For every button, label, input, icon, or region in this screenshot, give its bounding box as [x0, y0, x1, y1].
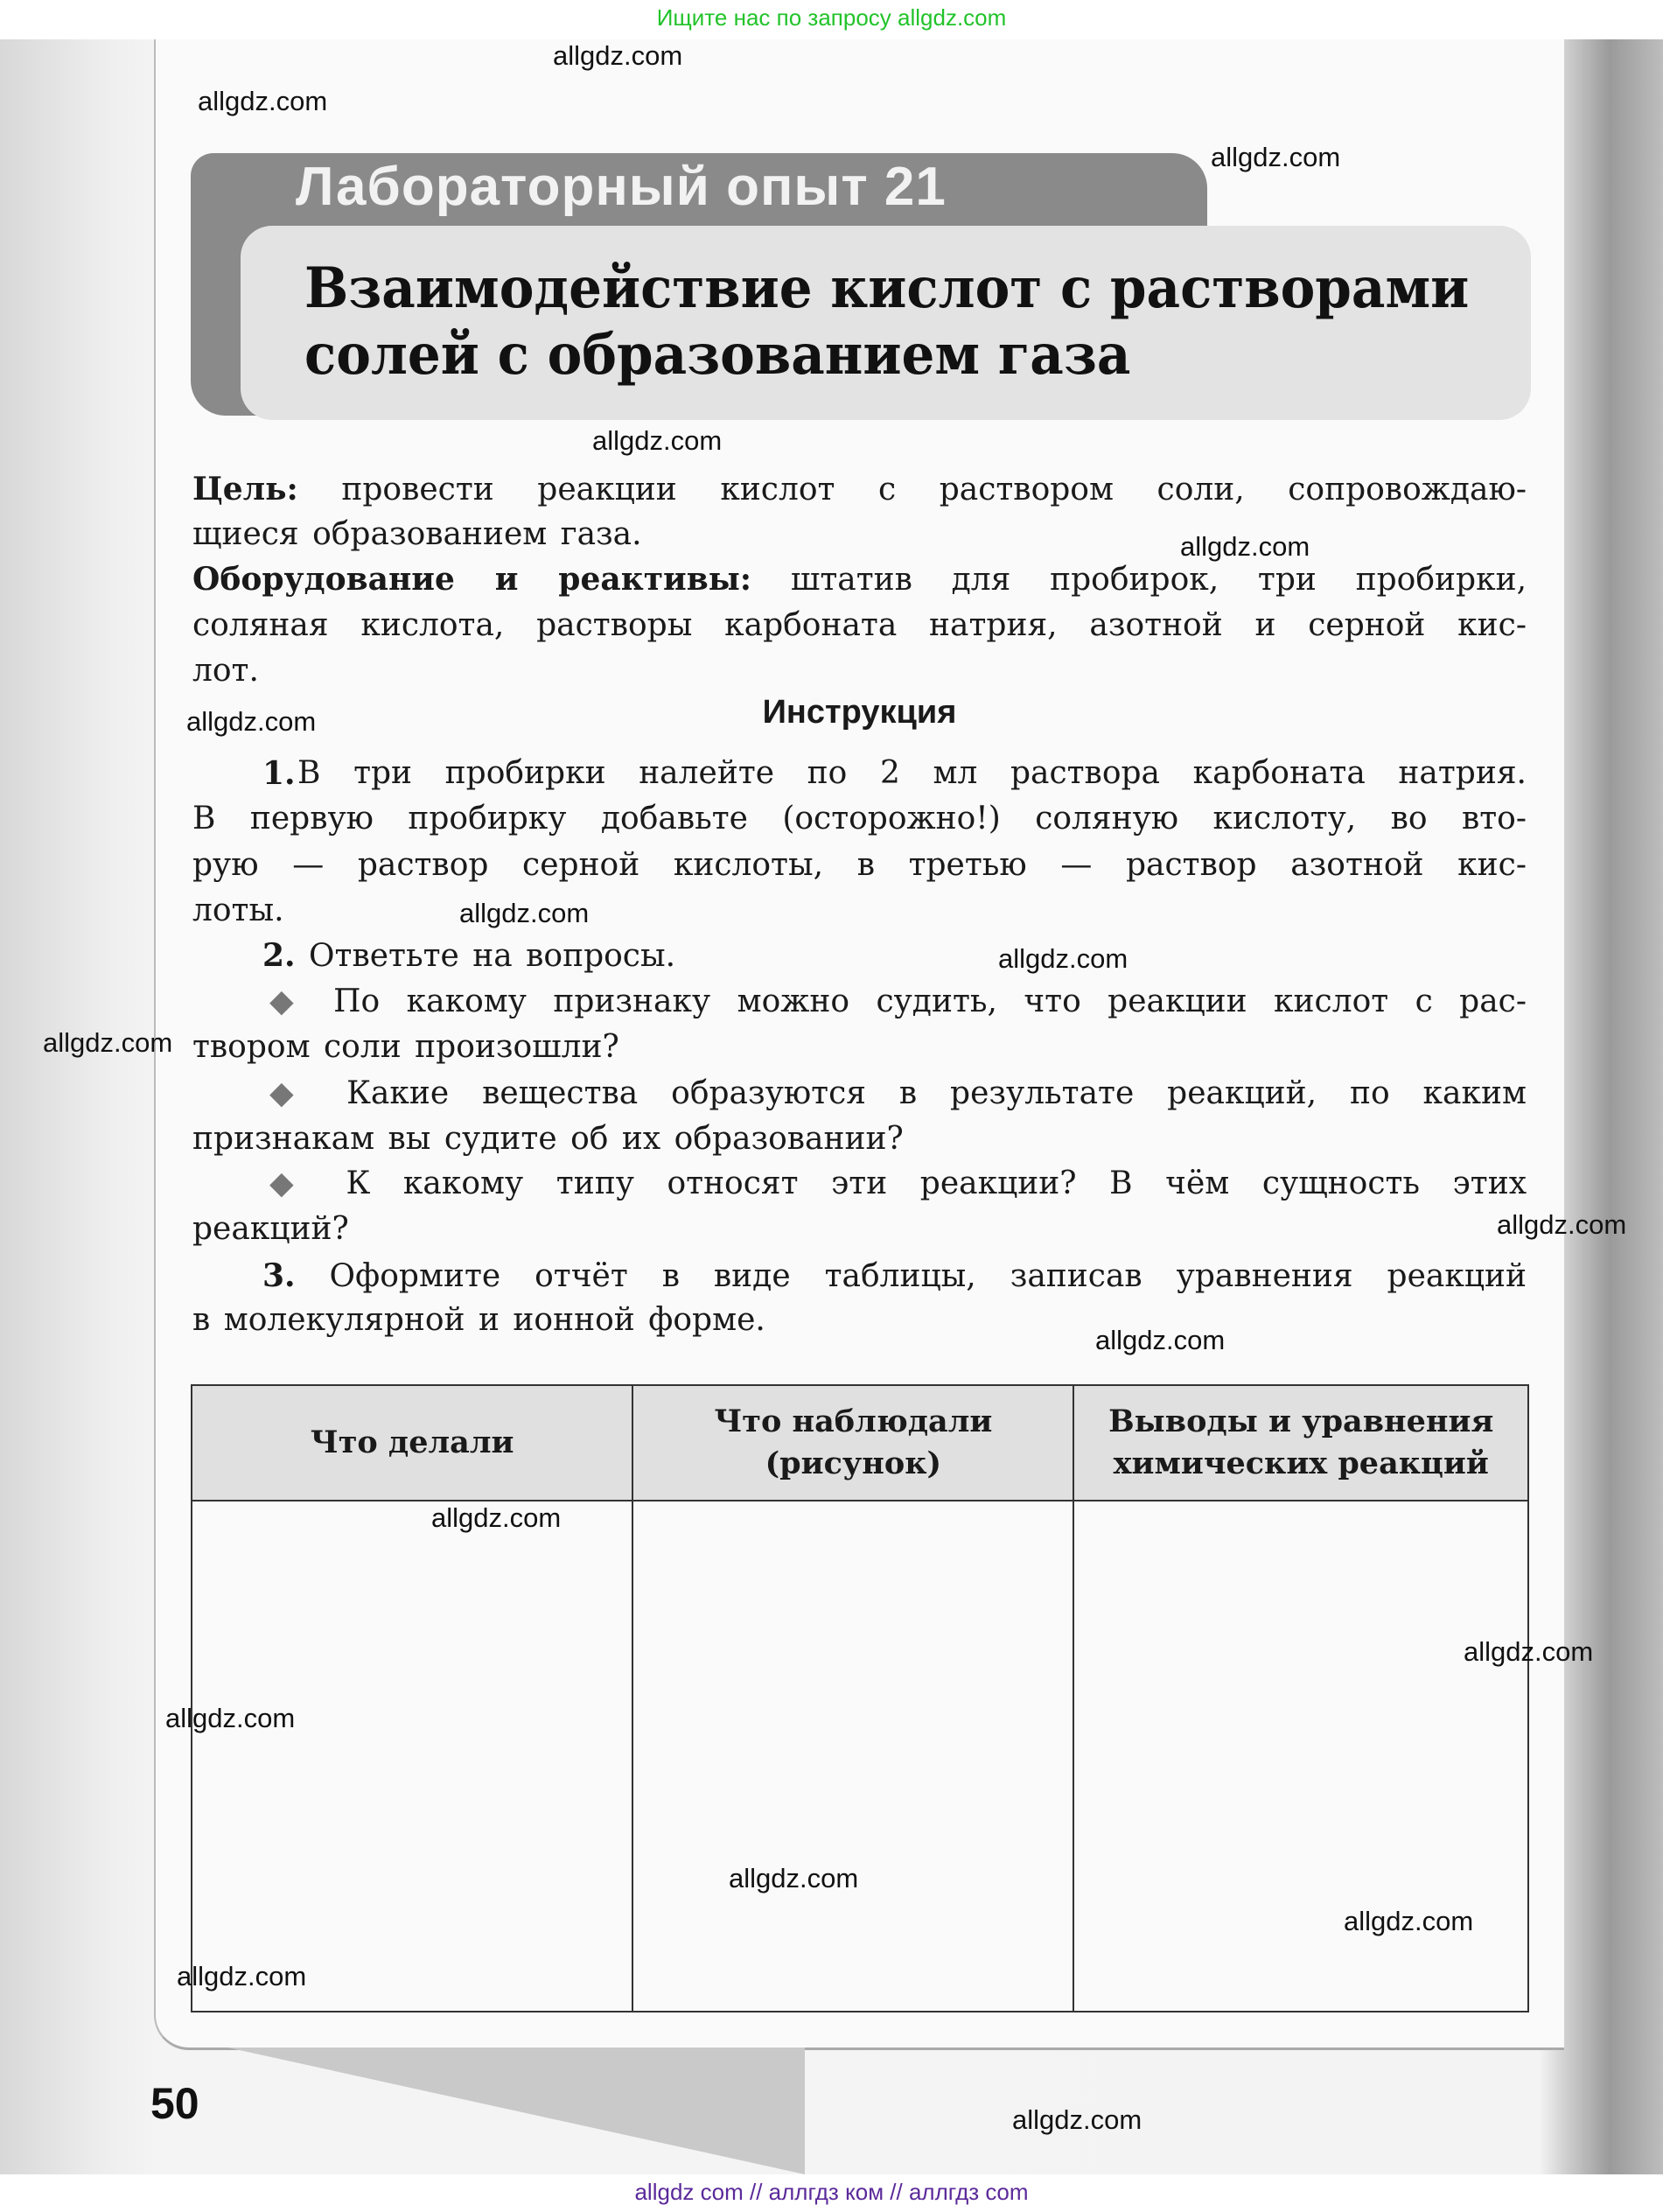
page-title-line-2: солей с образованием газа — [304, 322, 1131, 388]
watermark: allgdz.com — [43, 1027, 173, 1058]
header-text: Выводы и уравнения — [1108, 1404, 1494, 1439]
question1-text: По какому признаку можно судить, что реакции кислот с рас- — [333, 984, 1527, 1019]
step2-line — [262, 936, 1527, 976]
page-title-line-1: Взаимодействие кислот с растворами — [304, 256, 1470, 321]
watermark: allgdz.com — [186, 706, 317, 737]
goal-line-2: щиеся образованием газа. — [192, 516, 642, 552]
step3-line-2: в молекулярной и ионной форме. — [192, 1302, 765, 1338]
bottom-banner: allgdz com // аллгдз ком // аллгдз com — [0, 2174, 1663, 2212]
header-text: Что делали — [310, 1424, 514, 1460]
diamond-bullet-icon: ◆ — [269, 1166, 313, 1201]
question3-line-2: реакций? — [192, 1211, 349, 1247]
question3-line-1 — [269, 1165, 1527, 1203]
watermark: allgdz.com — [1180, 531, 1310, 562]
step2-text: Ответьте на вопросы. — [309, 938, 676, 974]
equipment-line-1 — [192, 560, 1527, 599]
question1-line-2: твором соли произошли? — [192, 1029, 619, 1065]
watermark: allgdz.com — [592, 425, 723, 456]
header-conclusions — [1073, 1385, 1528, 1501]
watermark: allgdz.com — [1464, 1636, 1594, 1667]
instruction-heading: Инструкция — [762, 694, 957, 731]
watermark: allgdz.com — [165, 1703, 296, 1733]
step1-line-1 — [262, 754, 1527, 793]
watermark: allgdz.com — [177, 1961, 307, 1992]
equipment-label: Оборудование и реактивы: — [192, 561, 752, 598]
header-what-done — [192, 1385, 632, 1501]
watermark: allgdz.com — [431, 1502, 562, 1533]
diamond-bullet-icon: ◆ — [269, 984, 307, 1019]
table-cell-what-observed[interactable] — [632, 1501, 1073, 2012]
watermark: allgdz.com — [998, 943, 1128, 974]
watermark: allgdz.com — [459, 898, 590, 928]
goal-line-1 — [192, 470, 1527, 509]
watermark: allgdz.com — [1012, 2104, 1142, 2135]
diamond-bullet-icon: ◆ — [269, 1075, 314, 1111]
step1-line-2: В первую пробирку добавьте (осторожно!) соляную кислоту, во вто- — [192, 801, 1527, 836]
decorative-wedge — [227, 2048, 805, 2174]
header-text: химических реакций — [1113, 1446, 1489, 1481]
table-row — [192, 1501, 1528, 2012]
step3-number: 3. — [262, 1257, 296, 1294]
lab-experiment-label: Лабораторный опыт 21 — [296, 157, 947, 217]
step1-line-4: лоты. — [192, 892, 284, 928]
step3-line-1 — [262, 1256, 1527, 1296]
report-table — [191, 1384, 1529, 2012]
equipment-line-3: лот. — [192, 653, 259, 689]
step1-text: В три пробирки налейте по 2 мл раствора карбоната натрия. — [297, 755, 1527, 791]
question3-text: К какому типу относят эти реакции? В чём сущность этих — [346, 1166, 1527, 1201]
table-header-row — [192, 1385, 1528, 1501]
step2-number: 2. — [262, 937, 296, 974]
watermark: allgdz.com — [1497, 1209, 1627, 1240]
question2-line-1 — [269, 1074, 1527, 1113]
equipment-line-2: соляная кислота, растворы карбоната натрия, азотной и серной кис- — [192, 607, 1527, 643]
question2-line-2: признакам вы судите об их образовании? — [192, 1121, 904, 1157]
goal-label: Цель: — [192, 471, 298, 508]
question2-text: Какие вещества образуются в результате реакций, по каким — [346, 1075, 1527, 1111]
header-what-observed — [632, 1385, 1073, 1501]
watermark: allgdz.com — [1344, 1906, 1474, 1936]
step1-line-3: рую — раствор серной кислоты, в третью — раствор азотной кис- — [192, 847, 1527, 883]
header-text: (рисунок) — [765, 1446, 942, 1481]
step1-number: 1. — [262, 755, 296, 792]
watermark: allgdz.com — [729, 1863, 859, 1894]
table-cell-what-done[interactable] — [192, 1501, 632, 2012]
watermark: allgdz.com — [198, 86, 328, 116]
page-number: 50 — [150, 2079, 199, 2128]
top-banner: Ищите нас по запросу allgdz.com — [0, 0, 1663, 39]
goal-text: провести реакции кислот с раствором соли, сопровождаю- — [341, 472, 1527, 508]
watermark: allgdz.com — [1211, 142, 1341, 172]
equipment-text: штатив для пробирок, три пробирки, — [790, 562, 1527, 598]
header-text: Что наблюдали — [714, 1404, 993, 1439]
step3-text: Оформите отчёт в виде таблицы, записав уравнения реакций — [329, 1258, 1527, 1294]
watermark: allgdz.com — [553, 40, 683, 71]
question1-line-1 — [269, 983, 1527, 1021]
watermark: allgdz.com — [1095, 1325, 1226, 1355]
